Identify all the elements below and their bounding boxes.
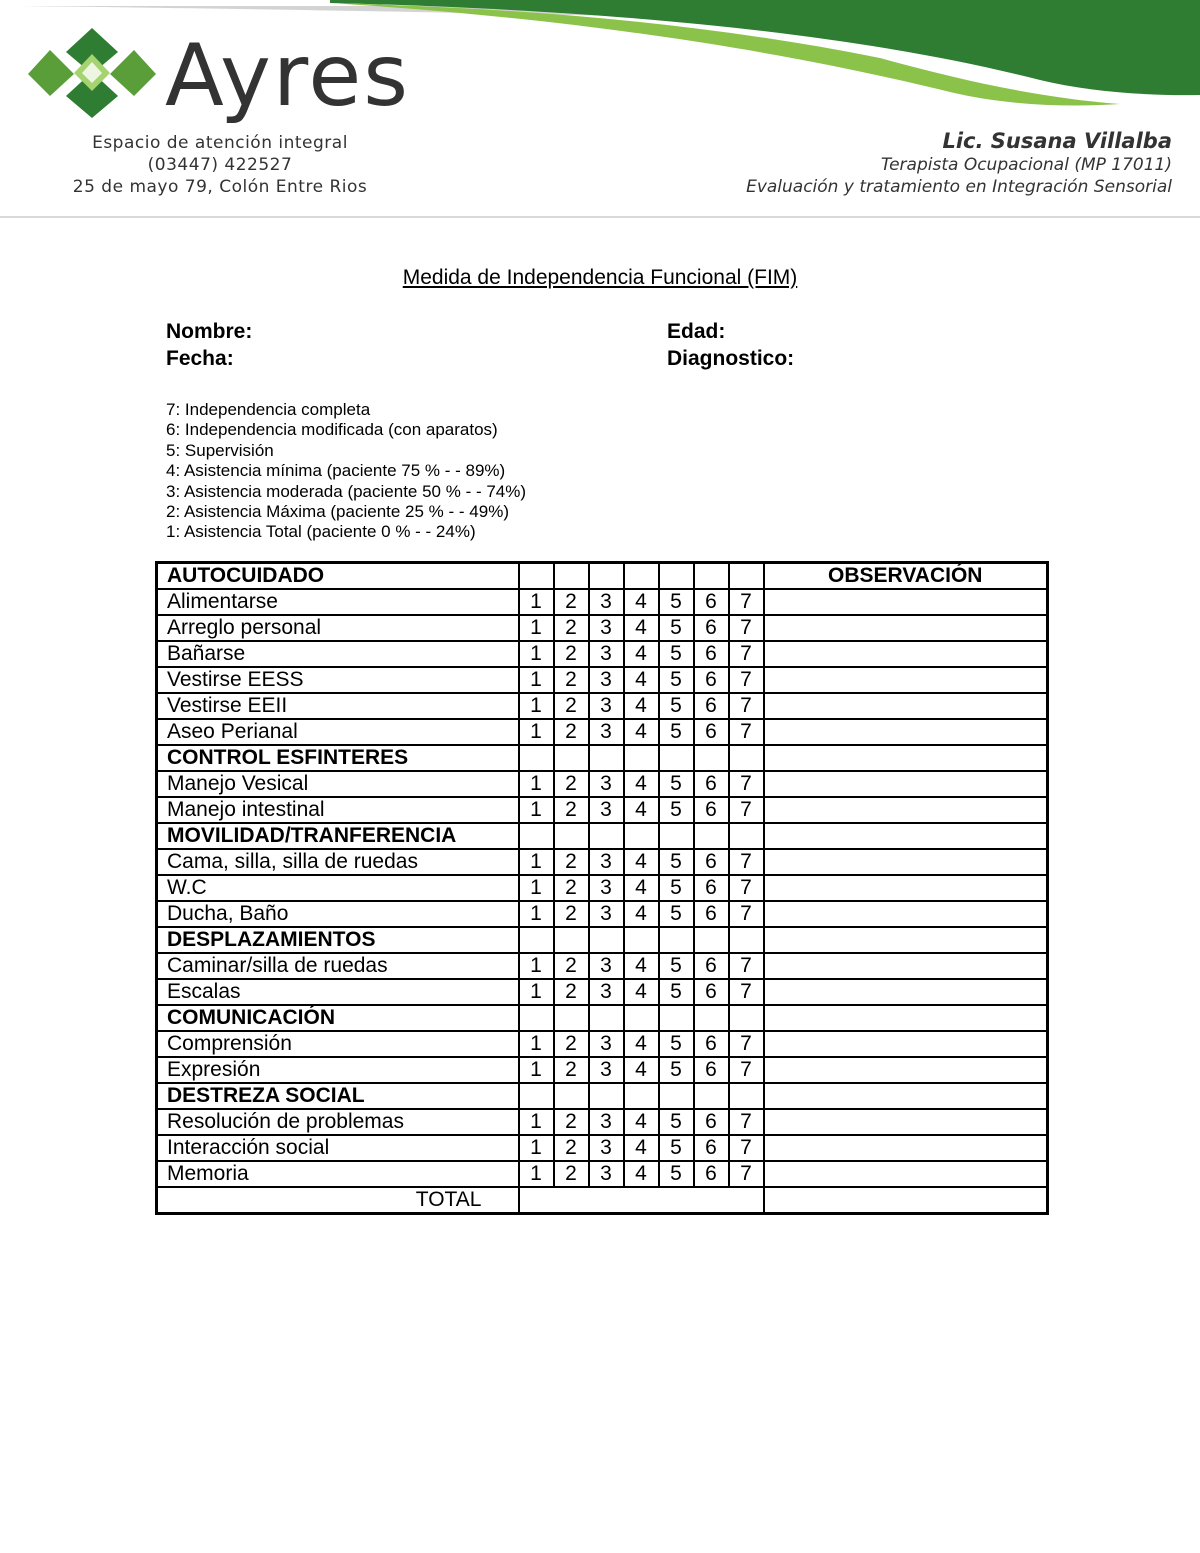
score-option-5[interactable]: 5 xyxy=(659,953,694,979)
item-label-escalas: Escalas xyxy=(157,979,519,1005)
score-option-2[interactable]: 2 xyxy=(554,667,589,693)
empty-score-cell xyxy=(554,823,589,849)
score-option-7[interactable]: 7 xyxy=(729,1135,764,1161)
table-row xyxy=(157,1109,1048,1135)
score-option-2[interactable]: 2 xyxy=(554,979,589,1005)
empty-score-cell xyxy=(694,1083,729,1109)
score-option-1[interactable]: 1 xyxy=(519,1135,554,1161)
empty-score-cell xyxy=(554,563,589,590)
table-row xyxy=(157,979,1048,1005)
score-option-1[interactable]: 1 xyxy=(519,875,554,901)
empty-score-cell xyxy=(659,927,694,953)
score-option-4[interactable]: 4 xyxy=(624,719,659,745)
table-row xyxy=(157,771,1048,797)
observation-cell[interactable] xyxy=(764,667,1048,693)
score-option-3[interactable]: 3 xyxy=(589,1031,624,1057)
empty-score-cell xyxy=(729,927,764,953)
item-label-vestirse-eess: Vestirse EESS xyxy=(157,667,519,693)
score-option-2[interactable]: 2 xyxy=(554,953,589,979)
table-row xyxy=(157,1135,1048,1161)
score-option-1[interactable]: 1 xyxy=(519,953,554,979)
empty-score-cell xyxy=(624,927,659,953)
observation-cell[interactable] xyxy=(764,849,1048,875)
observation-cell[interactable] xyxy=(764,693,1048,719)
empty-score-cell xyxy=(694,823,729,849)
observation-blank-cell xyxy=(764,745,1048,771)
score-option-4[interactable]: 4 xyxy=(624,1161,659,1187)
score-option-2[interactable]: 2 xyxy=(554,797,589,823)
score-option-3[interactable]: 3 xyxy=(589,693,624,719)
score-option-2[interactable]: 2 xyxy=(554,901,589,927)
score-option-1[interactable]: 1 xyxy=(519,589,554,615)
score-option-3[interactable]: 3 xyxy=(589,667,624,693)
score-option-4[interactable]: 4 xyxy=(624,1109,659,1135)
contact-line: 25 de mayo 79, Colón Entre Rios xyxy=(72,177,368,197)
empty-score-cell xyxy=(589,1005,624,1031)
score-option-7[interactable]: 7 xyxy=(729,589,764,615)
empty-score-cell xyxy=(519,823,554,849)
ayres-logo-icon xyxy=(26,24,158,122)
section-row xyxy=(157,927,1048,953)
score-option-6[interactable]: 6 xyxy=(694,615,729,641)
score-option-6[interactable]: 6 xyxy=(694,693,729,719)
edad-field-label: Edad: xyxy=(667,320,726,343)
score-option-3[interactable]: 3 xyxy=(589,589,624,615)
item-label-resolucion-de-problemas: Resolución de problemas xyxy=(157,1109,519,1135)
score-option-1[interactable]: 1 xyxy=(519,771,554,797)
score-option-6[interactable]: 6 xyxy=(694,667,729,693)
section-label-autocuidado: AUTOCUIDADO xyxy=(157,563,519,590)
table-row xyxy=(157,589,1048,615)
observation-blank-cell xyxy=(764,1005,1048,1031)
table-row xyxy=(157,849,1048,875)
score-option-7[interactable]: 7 xyxy=(729,901,764,927)
score-option-2[interactable]: 2 xyxy=(554,849,589,875)
observation-cell[interactable] xyxy=(764,589,1048,615)
score-legend xyxy=(166,400,526,543)
item-label-caminar-silla-de-ruedas: Caminar/silla de ruedas xyxy=(157,953,519,979)
score-option-1[interactable]: 1 xyxy=(519,641,554,667)
score-option-1[interactable]: 1 xyxy=(519,901,554,927)
score-option-5[interactable]: 5 xyxy=(659,615,694,641)
score-option-6[interactable]: 6 xyxy=(694,901,729,927)
score-option-1[interactable]: 1 xyxy=(519,1161,554,1187)
table-row xyxy=(157,953,1048,979)
brand-name: Ayres xyxy=(165,26,411,126)
score-option-3[interactable]: 3 xyxy=(589,979,624,1005)
score-option-5[interactable]: 5 xyxy=(659,771,694,797)
score-option-1[interactable]: 1 xyxy=(519,667,554,693)
score-option-7[interactable]: 7 xyxy=(729,1109,764,1135)
empty-score-cell xyxy=(554,1083,589,1109)
observation-cell[interactable] xyxy=(764,1135,1048,1161)
empty-score-cell xyxy=(624,563,659,590)
observation-blank-cell xyxy=(764,1083,1048,1109)
table-row xyxy=(157,615,1048,641)
score-option-6[interactable]: 6 xyxy=(694,1161,729,1187)
score-option-4[interactable]: 4 xyxy=(624,641,659,667)
score-option-7[interactable]: 7 xyxy=(729,641,764,667)
score-option-7[interactable]: 7 xyxy=(729,667,764,693)
empty-score-cell xyxy=(519,1083,554,1109)
score-option-4[interactable]: 4 xyxy=(624,667,659,693)
score-option-6[interactable]: 6 xyxy=(694,875,729,901)
empty-score-cell xyxy=(659,745,694,771)
score-option-3[interactable]: 3 xyxy=(589,849,624,875)
score-option-4[interactable]: 4 xyxy=(624,589,659,615)
observation-cell[interactable] xyxy=(764,719,1048,745)
score-option-7[interactable]: 7 xyxy=(729,771,764,797)
empty-score-cell xyxy=(554,1005,589,1031)
score-option-3[interactable]: 3 xyxy=(589,797,624,823)
score-option-7[interactable]: 7 xyxy=(729,615,764,641)
score-option-2[interactable]: 2 xyxy=(554,1031,589,1057)
score-option-5[interactable]: 5 xyxy=(659,875,694,901)
empty-score-cell xyxy=(624,1083,659,1109)
legend-item: 3: Asistencia moderada (paciente 50 % - - 74%) xyxy=(166,481,527,501)
item-label-memoria: Memoria xyxy=(157,1161,519,1187)
observation-cell[interactable] xyxy=(764,615,1048,641)
score-option-6[interactable]: 6 xyxy=(694,1109,729,1135)
item-label-interaccion-social: Interacción social xyxy=(157,1135,519,1161)
fim-score-table xyxy=(155,561,1049,1215)
score-option-3[interactable]: 3 xyxy=(589,953,624,979)
score-option-5[interactable]: 5 xyxy=(659,797,694,823)
section-row xyxy=(157,1005,1048,1031)
score-option-7[interactable]: 7 xyxy=(729,797,764,823)
score-option-4[interactable]: 4 xyxy=(624,953,659,979)
header-divider xyxy=(0,216,1200,218)
section-label-desplazamientos: DESPLAZAMIENTOS xyxy=(157,927,519,953)
nombre-field-label: Nombre: xyxy=(166,320,253,343)
legend-item: 4: Asistencia mínima (paciente 75 % - - 89%) xyxy=(166,461,506,481)
score-option-5[interactable]: 5 xyxy=(659,901,694,927)
empty-score-cell xyxy=(729,563,764,590)
total-label: TOTAL xyxy=(157,1187,519,1214)
score-option-4[interactable]: 4 xyxy=(624,849,659,875)
table-row xyxy=(157,693,1048,719)
score-option-2[interactable]: 2 xyxy=(554,1057,589,1083)
score-option-5[interactable]: 5 xyxy=(659,1109,694,1135)
score-option-1[interactable]: 1 xyxy=(519,797,554,823)
score-option-5[interactable]: 5 xyxy=(659,719,694,745)
empty-score-cell xyxy=(624,745,659,771)
therapist-title: Terapista Ocupacional (MP 17011) xyxy=(880,155,1172,175)
empty-score-cell xyxy=(589,1083,624,1109)
score-option-1[interactable]: 1 xyxy=(519,1031,554,1057)
observation-cell[interactable] xyxy=(764,1031,1048,1057)
score-option-5[interactable]: 5 xyxy=(659,589,694,615)
score-option-3[interactable]: 3 xyxy=(589,1109,624,1135)
score-option-4[interactable]: 4 xyxy=(624,693,659,719)
score-option-6[interactable]: 6 xyxy=(694,1135,729,1161)
score-option-3[interactable]: 3 xyxy=(589,875,624,901)
observation-cell[interactable] xyxy=(764,797,1048,823)
score-option-4[interactable]: 4 xyxy=(624,1031,659,1057)
score-option-5[interactable]: 5 xyxy=(659,1161,694,1187)
score-option-7[interactable]: 7 xyxy=(729,849,764,875)
score-option-7[interactable]: 7 xyxy=(729,875,764,901)
score-option-1[interactable]: 1 xyxy=(519,693,554,719)
score-option-3[interactable]: 3 xyxy=(589,771,624,797)
observation-cell[interactable] xyxy=(764,1057,1048,1083)
diagnostico-field-label: Diagnostico: xyxy=(667,347,795,370)
contact-line: (03447) 422527 xyxy=(147,155,293,175)
score-option-7[interactable]: 7 xyxy=(729,719,764,745)
score-option-3[interactable]: 3 xyxy=(589,1057,624,1083)
empty-score-cell xyxy=(694,563,729,590)
empty-score-cell xyxy=(624,823,659,849)
score-option-3[interactable]: 3 xyxy=(589,1161,624,1187)
score-option-4[interactable]: 4 xyxy=(624,1135,659,1161)
score-option-4[interactable]: 4 xyxy=(624,901,659,927)
score-option-1[interactable]: 1 xyxy=(519,1057,554,1083)
table-row xyxy=(157,641,1048,667)
score-option-5[interactable]: 5 xyxy=(659,1057,694,1083)
score-option-4[interactable]: 4 xyxy=(624,875,659,901)
empty-score-cell xyxy=(729,1005,764,1031)
section-row xyxy=(157,745,1048,771)
score-option-4[interactable]: 4 xyxy=(624,797,659,823)
empty-score-cell xyxy=(694,927,729,953)
empty-score-cell xyxy=(729,1083,764,1109)
total-observation-cell[interactable] xyxy=(764,1187,1048,1214)
observation-cell[interactable] xyxy=(764,641,1048,667)
score-option-5[interactable]: 5 xyxy=(659,667,694,693)
table-row xyxy=(157,719,1048,745)
score-option-4[interactable]: 4 xyxy=(624,1057,659,1083)
score-option-7[interactable]: 7 xyxy=(729,1161,764,1187)
score-option-3[interactable]: 3 xyxy=(589,719,624,745)
observation-blank-cell xyxy=(764,927,1048,953)
item-label-vestirse-eeii: Vestirse EEII xyxy=(157,693,519,719)
observation-cell[interactable] xyxy=(764,875,1048,901)
letterhead xyxy=(0,0,1200,220)
observation-cell[interactable] xyxy=(764,771,1048,797)
item-label-banarse: Bañarse xyxy=(157,641,519,667)
observation-cell[interactable] xyxy=(764,953,1048,979)
empty-score-cell xyxy=(589,563,624,590)
empty-score-cell xyxy=(589,927,624,953)
section-row xyxy=(157,823,1048,849)
observation-blank-cell xyxy=(764,823,1048,849)
section-label-destreza-social: DESTREZA SOCIAL xyxy=(157,1083,519,1109)
score-option-4[interactable]: 4 xyxy=(624,771,659,797)
score-option-1[interactable]: 1 xyxy=(519,849,554,875)
score-option-5[interactable]: 5 xyxy=(659,1031,694,1057)
empty-score-cell xyxy=(519,927,554,953)
total-row xyxy=(157,1187,1048,1214)
score-option-2[interactable]: 2 xyxy=(554,1135,589,1161)
table-row xyxy=(157,1031,1048,1057)
score-option-6[interactable]: 6 xyxy=(694,979,729,1005)
empty-score-cell xyxy=(694,745,729,771)
score-option-2[interactable]: 2 xyxy=(554,875,589,901)
empty-score-cell xyxy=(519,563,554,590)
score-option-2[interactable]: 2 xyxy=(554,1109,589,1135)
item-label-arreglo-personal: Arreglo personal xyxy=(157,615,519,641)
section-row xyxy=(157,1083,1048,1109)
score-option-6[interactable]: 6 xyxy=(694,641,729,667)
score-option-3[interactable]: 3 xyxy=(589,1135,624,1161)
score-option-4[interactable]: 4 xyxy=(624,979,659,1005)
score-option-3[interactable]: 3 xyxy=(589,641,624,667)
score-option-1[interactable]: 1 xyxy=(519,615,554,641)
empty-score-cell xyxy=(624,1005,659,1031)
item-label-w-c: W.C xyxy=(157,875,519,901)
score-option-6[interactable]: 6 xyxy=(694,953,729,979)
score-option-6[interactable]: 6 xyxy=(694,589,729,615)
section-row xyxy=(157,563,1048,590)
table-row xyxy=(157,901,1048,927)
table-row xyxy=(157,1161,1048,1187)
table-row xyxy=(157,1057,1048,1083)
score-option-2[interactable]: 2 xyxy=(554,693,589,719)
score-option-2[interactable]: 2 xyxy=(554,1161,589,1187)
fecha-field-label: Fecha: xyxy=(166,347,234,370)
score-option-5[interactable]: 5 xyxy=(659,979,694,1005)
score-option-6[interactable]: 6 xyxy=(694,1057,729,1083)
total-score-cell[interactable] xyxy=(519,1187,764,1214)
observation-cell[interactable] xyxy=(764,1161,1048,1187)
empty-score-cell xyxy=(589,823,624,849)
item-label-ducha-bano: Ducha, Baño xyxy=(157,901,519,927)
empty-score-cell xyxy=(589,745,624,771)
score-option-2[interactable]: 2 xyxy=(554,615,589,641)
table-row xyxy=(157,667,1048,693)
observation-cell[interactable] xyxy=(764,1109,1048,1135)
score-option-1[interactable]: 1 xyxy=(519,1109,554,1135)
score-option-5[interactable]: 5 xyxy=(659,849,694,875)
item-label-expresion: Expresión xyxy=(157,1057,519,1083)
observation-header: OBSERVACIÓN xyxy=(764,563,1048,590)
document-title: Medida de Independencia Funcional (FIM) xyxy=(402,266,798,289)
empty-score-cell xyxy=(659,1005,694,1031)
legend-item: 6: Independencia modificada (con aparatos) xyxy=(166,420,498,440)
empty-score-cell xyxy=(519,1005,554,1031)
empty-score-cell xyxy=(554,927,589,953)
legend-item: 5: Supervisión xyxy=(166,440,274,460)
empty-score-cell xyxy=(729,745,764,771)
legend-item: 1: Asistencia Total (paciente 0 % - - 24%) xyxy=(166,522,476,542)
score-option-2[interactable]: 2 xyxy=(554,641,589,667)
empty-score-cell xyxy=(729,823,764,849)
score-option-6[interactable]: 6 xyxy=(694,771,729,797)
score-option-7[interactable]: 7 xyxy=(729,979,764,1005)
score-option-5[interactable]: 5 xyxy=(659,693,694,719)
contact-line: Espacio de atención integral xyxy=(92,133,348,153)
therapist-name: Lic. Susana Villalba xyxy=(942,129,1172,153)
score-option-2[interactable]: 2 xyxy=(554,589,589,615)
item-label-alimentarse: Alimentarse xyxy=(157,589,519,615)
score-option-6[interactable]: 6 xyxy=(694,849,729,875)
observation-cell[interactable] xyxy=(764,979,1048,1005)
item-label-comprension: Comprensión xyxy=(157,1031,519,1057)
legend-item: 7: Independencia completa xyxy=(166,400,371,419)
item-label-manejo-vesical: Manejo Vesical xyxy=(157,771,519,797)
item-label-aseo-perianal: Aseo Perianal xyxy=(157,719,519,745)
section-label-control-esfinteres: CONTROL ESFINTERES xyxy=(157,745,519,771)
score-option-6[interactable]: 6 xyxy=(694,719,729,745)
section-label-movilidad-tranferencia: MOVILIDAD/TRANFERENCIA xyxy=(157,823,519,849)
section-label-comunicacion: COMUNICACIÓN xyxy=(157,1005,519,1031)
score-option-6[interactable]: 6 xyxy=(694,797,729,823)
item-label-manejo-intestinal: Manejo intestinal xyxy=(157,797,519,823)
table-row xyxy=(157,875,1048,901)
score-option-3[interactable]: 3 xyxy=(589,615,624,641)
score-option-1[interactable]: 1 xyxy=(519,979,554,1005)
score-option-3[interactable]: 3 xyxy=(589,901,624,927)
legend-item: 2: Asistencia Máxima (paciente 25 % - - 49%) xyxy=(166,502,509,522)
score-option-2[interactable]: 2 xyxy=(554,771,589,797)
therapist-specialty: Evaluación y tratamiento en Integración Sensorial xyxy=(746,177,1172,197)
score-option-4[interactable]: 4 xyxy=(624,615,659,641)
score-option-7[interactable]: 7 xyxy=(729,693,764,719)
empty-score-cell xyxy=(554,745,589,771)
therapist-block xyxy=(746,128,1172,198)
empty-score-cell xyxy=(659,563,694,590)
score-option-7[interactable]: 7 xyxy=(729,1031,764,1057)
score-option-2[interactable]: 2 xyxy=(554,719,589,745)
score-option-5[interactable]: 5 xyxy=(659,641,694,667)
score-option-1[interactable]: 1 xyxy=(519,719,554,745)
contact-block xyxy=(40,132,400,198)
score-option-6[interactable]: 6 xyxy=(694,1031,729,1057)
empty-score-cell xyxy=(659,823,694,849)
observation-cell[interactable] xyxy=(764,901,1048,927)
empty-score-cell xyxy=(519,745,554,771)
table-row xyxy=(157,797,1048,823)
empty-score-cell xyxy=(659,1083,694,1109)
score-option-5[interactable]: 5 xyxy=(659,1135,694,1161)
item-label-cama-silla-silla-de-ruedas: Cama, silla, silla de ruedas xyxy=(157,849,519,875)
empty-score-cell xyxy=(694,1005,729,1031)
score-option-7[interactable]: 7 xyxy=(729,953,764,979)
score-option-7[interactable]: 7 xyxy=(729,1057,764,1083)
